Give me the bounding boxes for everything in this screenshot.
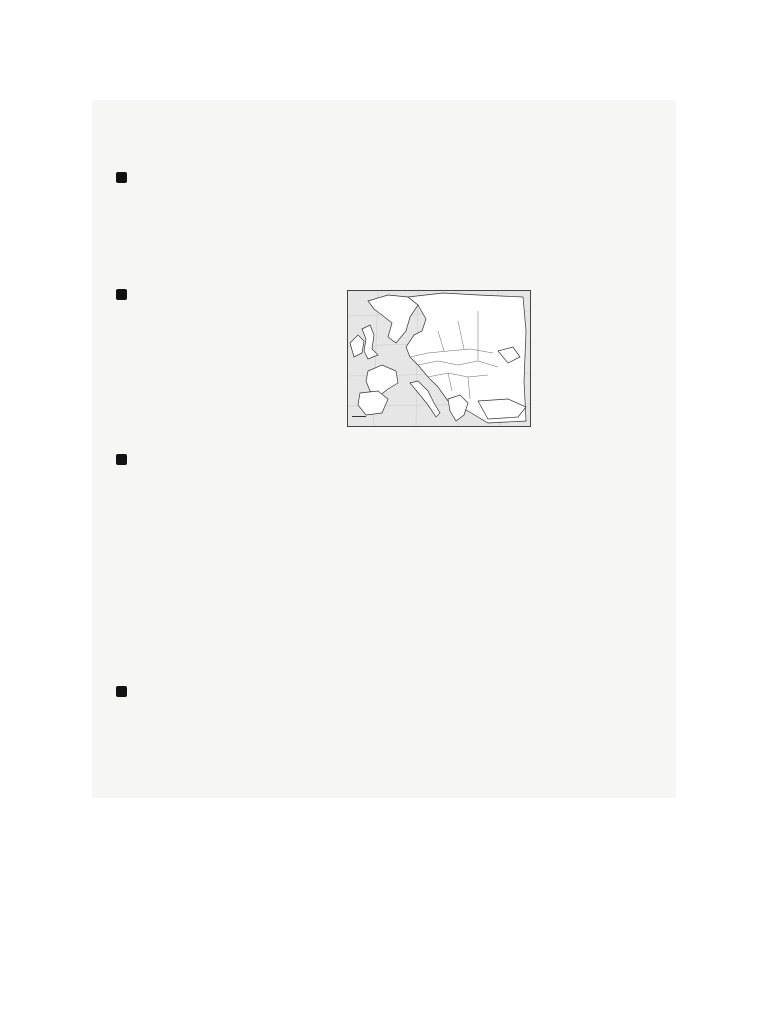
- question-3: [116, 454, 536, 470]
- map-scale: [352, 414, 366, 420]
- question-2: [116, 289, 341, 305]
- question-number: [116, 686, 127, 697]
- question-number: [116, 289, 127, 300]
- group-line: [110, 115, 128, 125]
- question-4: [116, 686, 536, 702]
- scale-bar: [352, 416, 366, 417]
- europe-outline-map: [348, 291, 530, 426]
- europe-map: [347, 290, 531, 427]
- question-number: [116, 454, 127, 465]
- question-number: [116, 172, 127, 183]
- question-1: [116, 172, 566, 188]
